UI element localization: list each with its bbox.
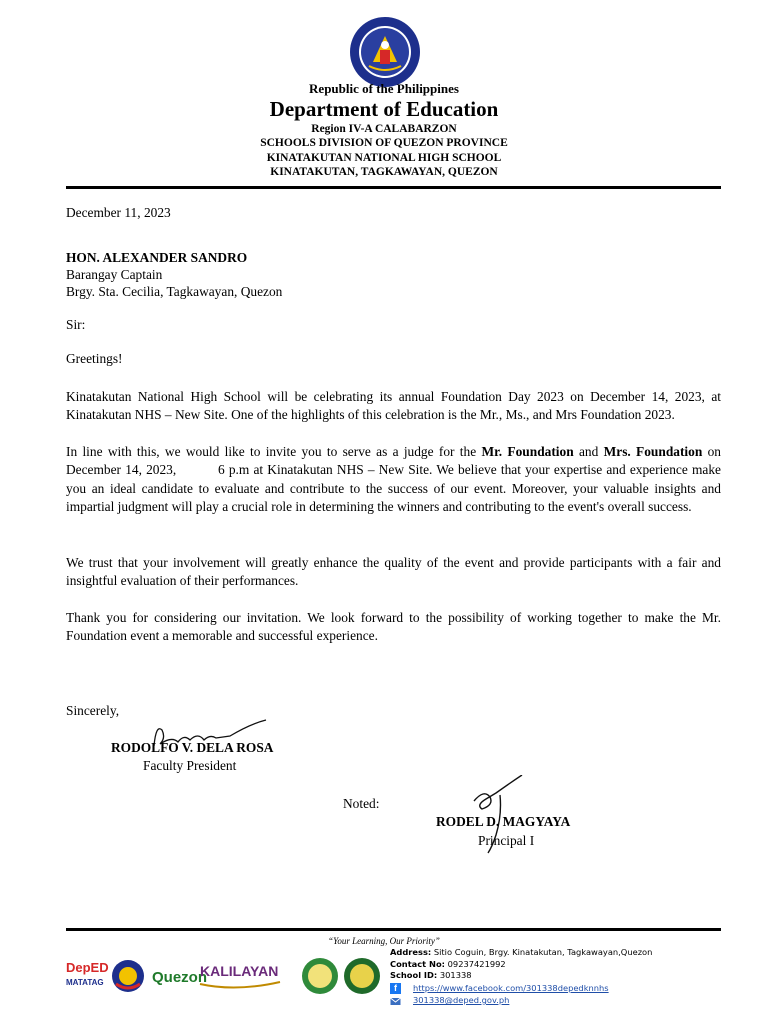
recipient-title: Barangay Captain <box>66 267 163 282</box>
closing: Sincerely, <box>66 703 120 718</box>
signer1-name: RODOLFO V. DELA ROSA <box>111 740 274 755</box>
paragraph-4: Thank you for considering our invitation. We look forward to the possibility of working together to make the Mr. Foundation event a memorable and successful experience. <box>66 610 721 644</box>
facebook-link-text[interactable]: https://www.facebook.com/301338depedknnhs <box>413 983 609 993</box>
greeting: Greetings! <box>66 351 123 366</box>
kalilayan-logo <box>200 963 280 988</box>
school-id-label: School ID: <box>390 970 438 980</box>
header-region: Region IV-A CALABARZON <box>311 123 457 135</box>
quezon-logo-text: Quezon <box>152 969 207 986</box>
division-seal-logo <box>344 958 380 994</box>
deped-seal-logo <box>349 16 421 88</box>
footer-logos <box>66 946 386 1006</box>
deped-quezon-logo <box>152 969 207 986</box>
paragraph-2-text: In line with this, we would like to invite you to serve as a judge for the <box>66 444 482 459</box>
signer2-title: Principal I <box>478 833 535 848</box>
paragraph-2 <box>66 443 721 517</box>
header-department: Department of Education <box>269 97 499 121</box>
address-label: Address: <box>390 947 432 957</box>
school-id-value: 301338 <box>437 970 472 980</box>
footer-address <box>390 947 652 958</box>
noted-label: Noted: <box>343 796 380 811</box>
header-division: SCHOOLS DIVISION OF QUEZON PROVINCE <box>260 137 508 149</box>
paragraph-1: Kinatakutan National High School will be celebrating its annual Foundation Day 2023 on December 14, 2023, at Kinatakutan NHS – New Site. One of the highlights of this celebration is the Mr., Ms., and Mrs Foundation 2023. <box>66 389 721 423</box>
deped-matatag-logo <box>66 960 109 987</box>
signer2-name: RODEL D. MAGYAYA <box>436 814 571 829</box>
facebook-icon: f <box>390 983 401 994</box>
deped-logo-text: DepED <box>66 960 109 975</box>
header-divider <box>66 186 721 189</box>
header-address: KINATAKUTAN, TAGKAWAYAN, QUEZON <box>270 166 498 178</box>
letter-date: December 11, 2023 <box>66 205 171 220</box>
contact-label: Contact No: <box>390 959 445 969</box>
paragraph-2-and: and <box>573 444 604 459</box>
header-republic: Republic of the Philippines <box>309 81 459 96</box>
contact-value: 09237421992 <box>445 959 506 969</box>
matatag-logo-text: MATATAG <box>66 978 104 987</box>
footer-tagline: “Your Learning, Our Priority” <box>328 936 440 946</box>
bagong-pilipinas-logo <box>112 960 144 992</box>
footer-divider <box>66 928 721 931</box>
facebook-link[interactable] <box>413 983 609 994</box>
mr-foundation-bold: Mr. Foundation <box>481 444 574 459</box>
salutation: Sir: <box>66 317 86 332</box>
signer1-title: Faculty President <box>143 758 237 773</box>
email-link[interactable] <box>413 995 509 1006</box>
kalilayan-logo-text: KALILAYAN <box>200 963 279 979</box>
school-seal-logo <box>302 958 338 994</box>
recipient-name: HON. ALEXANDER SANDRO <box>66 250 248 265</box>
footer-school-id <box>390 970 472 981</box>
footer-contact <box>390 959 506 970</box>
address-value: Sitio Coguin, Brgy. Kinatakutan, Tagkawayan,Quezon <box>431 947 653 957</box>
header-school: KINATAKUTAN NATIONAL HIGH SCHOOL <box>266 152 502 164</box>
paragraph-2-rest: on December 14, 2023, 6 p.m at Kinatakutan NHS – New Site. We believe that your expertise and experience make you an ideal candidate to evaluate and contribute to the success of our event. Moreover, your valuable insights and impartial judgment will play a crucial role in determining the winners and contributing to the event's overall success. <box>66 444 721 515</box>
recipient-address: Brgy. Sta. Cecilia, Tagkawayan, Quezon <box>66 284 283 299</box>
email-link-text[interactable]: 301338@deped.gov.ph <box>413 995 510 1005</box>
mrs-foundation-bold: Mrs. Foundation <box>603 444 703 459</box>
paragraph-3: We trust that your involvement will greatly enhance the quality of the event and provide participants with a fair and insightful evaluation of their performances. <box>66 555 721 589</box>
email-icon <box>390 996 401 1007</box>
